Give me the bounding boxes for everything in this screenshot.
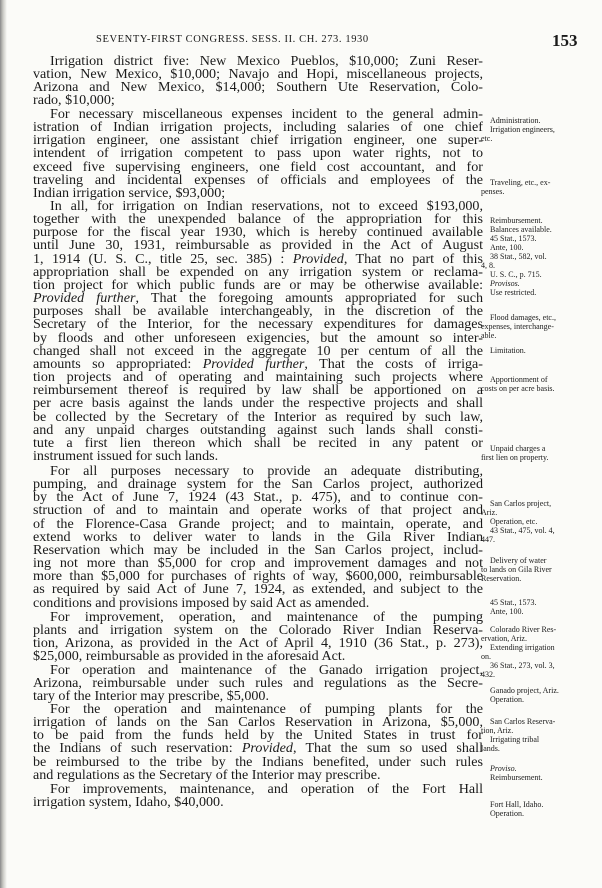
text-line: as required by said Act of June 7, 1924, as extended, and subject to the [33,581,483,598]
margin-note-san-carlos-reservation [481,717,599,753]
text-line: Arizona, reimbursable under such rules and regulations as the Secre- [33,675,483,692]
margin-note-traveling [481,178,599,196]
text-line: $25,000, reimbursable as provided in the aforesaid Act. [33,648,346,665]
note-line: on. [481,652,491,661]
text-line: irrigation engineer, one assistant chief irrigation engineer, one super- [33,132,483,149]
margin-note-administration [481,116,599,143]
note-line: 447. [481,535,495,544]
note-line: Fort Hall, Idaho. [490,800,544,809]
text-line: tion, Arizona, as provided in the Act of April 4, 1910 (36 Stat., p. 273), [33,635,483,652]
note-line: Irrigation engineers, [490,125,555,134]
text-line: purpose for the fiscal year 1930, which is hereby continued available [33,224,483,241]
note-line: Reservation. [481,574,522,583]
paragraph-fort-hall [33,783,483,809]
note-line [481,279,599,288]
note-line: 38 Stat., 582, vol. [490,252,547,261]
text-line: traveling and incidental expenses of officials and employees of the [33,171,483,188]
note-line: 43 Stat., 475, vol. 4, [490,526,555,535]
note-line: Unpaid charges a [490,444,546,453]
text-line: reimbursement thereof is required by law shall be apportioned on a [33,382,483,399]
note-line: Irrigating tribal [490,735,540,744]
note-line: 4, 8. [481,261,495,270]
note-line: Ante, 100. [490,607,524,616]
text-line: changed shall not exceed in the aggregate 10 per centum of all the [33,342,483,359]
text-line: instrument issued for such lands. [33,447,219,464]
margin-note-delivery [481,556,599,583]
text-line: per acre basis against the lands under the respective projects and shall [33,395,483,412]
text-line: For improvement, operation, and maintenance of the pumping [50,609,483,625]
text-line: ing not more than $5,000 for crop and improvement damages and not [33,555,483,572]
text-line: tion projects and of operating and maintaining such projects where [33,369,483,386]
text-line: pumping, and drainage system for the San Carlos project, authorized [33,476,483,493]
text-line: vation, New Mexico, $10,000; Navajo and Hopi, miscellaneous projects, [33,66,483,83]
proviso-italic: Provided [241,740,293,757]
text-line: In all, for irrigation on Indian reservations, not to exceed $193,000, [50,198,483,214]
running-header: SEVENTY-FIRST CONGRESS. SESS. II. CH. 273. 1930 [96,34,369,45]
note-line: San Carlos project, [490,499,552,508]
paragraph-district-five [33,55,483,108]
text-line: Provided further, That the foregoing amounts appropriated for such [33,290,484,307]
note-line: Flood damages, etc., [490,313,556,322]
text-line: and regulations as the Secretary of the Interior may prescribe. [33,766,381,783]
note-line: 432. [481,670,495,679]
text-line: For operation and maintenance of the Ganado irrigation project, [50,662,483,678]
note-line: 45 Stat., 1573. [490,234,537,243]
text-line: of the Florence-Casa Grande project; and to maintain, operate, and [33,515,483,532]
margin-note-fort-hall [481,800,599,818]
note-line: expenses, interchange- [481,322,554,331]
note-line: Administration. [490,116,541,125]
text-line: struction of and to maintain and operate works of that project and [33,502,483,519]
text-line: Secretary of the Interior, for the necessary expenditures for damages [33,316,483,333]
text-line: For necessary miscellaneous expenses incident to the general admin- [50,106,483,122]
text-line: and any unpaid charges outstanding against such lands shall consti- [33,421,483,438]
note-line: Reimbursement. [490,216,543,225]
margin-note-stat-1573 [481,598,599,616]
margin-note-colorado-river [481,625,599,679]
note-line: 36 Stat., 273, vol. 3, [490,661,555,670]
note-line: Ariz. [481,508,498,517]
proviso-italic: Provisos. [490,279,520,288]
text-line: tion project for which public funds are or may be otherwise available: [33,276,483,293]
note-line: able. [481,331,497,340]
text-line: appropriation shall be expended on any irrigation system or reclama- [33,263,483,280]
note-line: Operation. [490,695,524,704]
text-line: Reservation which may be included in the San Carlos project, includ- [33,541,483,558]
page-number: 153 [552,31,578,50]
proviso-italic: Provided further [33,290,136,307]
note-line: costs on per acre basis. [481,384,555,393]
text-line: Indian irrigation service, $93,000; [33,184,226,201]
text-line: rado, $10,000; [33,92,115,109]
text-line: conditions and provisions imposed by said Act as amended. [33,594,370,611]
text-line: more than $5,000 for purchases of rights of way, $600,000, reimbursable [33,568,483,585]
note-line: Use restricted. [490,288,537,297]
note-line: penses. [481,187,505,196]
text-line: be reimbursed to the tribe by the Indians benefited, under such rules [33,753,483,770]
proviso-italic: Provided [292,250,344,267]
note-line: Extending irrigation [490,643,555,652]
note-line: to lands on Gila River [481,565,552,574]
text-line: by the Act of June 7, 1924 (43 Stat., p. 475), and to continue con- [33,489,483,506]
text-line: the Indians of such reservation: Provided, That the sum so used shall [33,740,483,757]
note-line: Apportionment of [490,375,548,384]
text-line: istration of Indian irrigation projects, including salaries of one chief [33,119,483,136]
note-line: Delivery of water [490,556,547,565]
paragraph-in-all [33,200,483,463]
note-line: etc. [481,134,493,143]
text-line: For all purposes necessary to provide an adequate distributing, [50,463,483,479]
text-line: irrigation system, Idaho, $40,000. [33,794,224,811]
text-line: For improvements, maintenance, and operation of the Fort Hall [50,781,483,797]
margin-note-proviso [481,764,599,782]
paragraph-ganado [33,664,483,703]
note-line: U. S. C., p. 715. [490,270,542,279]
text-line: purposes shall be available interchangeably, in the discretion of the [33,303,483,320]
margin-note-apportionment [481,375,599,393]
text-line: plants and irrigation system on the Colorado River Indian Reserva- [33,622,483,639]
margin-note-limitation [481,346,599,355]
text-line: be collected by the Secretary of the Interior as required by such law, [33,408,483,425]
text-line: 1, 1914 (U. S. C., title 25, sec. 385) : Provided, That no part of this [33,250,483,267]
note-line: Operation. [490,809,524,818]
note-line: Balances available. [490,225,552,234]
margin-note-unpaid [481,444,599,462]
margin-note-flood [481,313,599,340]
note-line: Reimbursement. [490,773,543,782]
note-line [481,764,599,773]
paragraph-colorado-river [33,611,483,664]
text-line: extend works to deliver water to lands in the Gila River Indian [33,528,483,545]
note-line: tion, Ariz. [481,726,514,735]
text-line: to be paid from the funds held by the United States in trust for [33,727,483,744]
text-line: exceed five supervising engineers, one field cost accountant, and for [33,158,483,175]
text-line: For the operation and maintenance of pumping plants for the [50,701,483,717]
note-line: Ante, 100. [490,243,524,252]
note-line: Operation, etc. [490,517,538,526]
note-line: lands. [481,744,500,753]
note-line: Ganado project, Ariz. [490,686,559,695]
margin-note-san-carlos [481,499,599,544]
note-line: Traveling, etc., ex- [490,178,551,187]
margin-note-reimbursement [481,216,599,297]
text-line: amounts so appropriated: Provided further, That the costs of irriga- [33,355,483,372]
text-line: Irrigation district five: New Mexico Pueblos, $10,000; Zuni Reser- [50,53,483,69]
paragraph-san-carlos [33,465,483,610]
page-edge-shadow [0,0,7,888]
margin-note-ganado [481,686,599,704]
text-line: until June 30, 1931, reimbursable as provided in the Act of August [33,237,483,254]
note-line: ervation, Ariz. [481,634,527,643]
text-line: together with the unexpended balance of the appropriation for this [33,211,483,228]
note-line: Limitation. [490,346,526,355]
text-line: by floods and other unforeseen exigencies, but the amount so inter- [33,329,483,346]
text-line: Arizona and New Mexico, $14,000; Southern Ute Reservation, Colo- [33,79,483,96]
proviso-italic: Proviso. [490,764,517,773]
note-line: first lien on property. [481,453,549,462]
paragraph-pumping-plants [33,703,483,782]
proviso-italic: Provided further [202,355,305,372]
paragraph-administration [33,108,483,200]
note-line: San Carlos Reserva- [490,717,556,726]
text-line: tute a first lien thereon which shall be recited in any patent or [33,434,483,451]
text-line: tary of the Interior may prescribe, $5,000. [33,688,269,705]
note-line: 45 Stat., 1573. [490,598,537,607]
text-line: intendent of irrigation competent to pass upon water rights, not to [33,145,483,162]
text-line: irrigation of lands on the San Carlos Reservation in Arizona, $5,000, [33,714,483,731]
note-line: Colorado River Res- [490,625,557,634]
